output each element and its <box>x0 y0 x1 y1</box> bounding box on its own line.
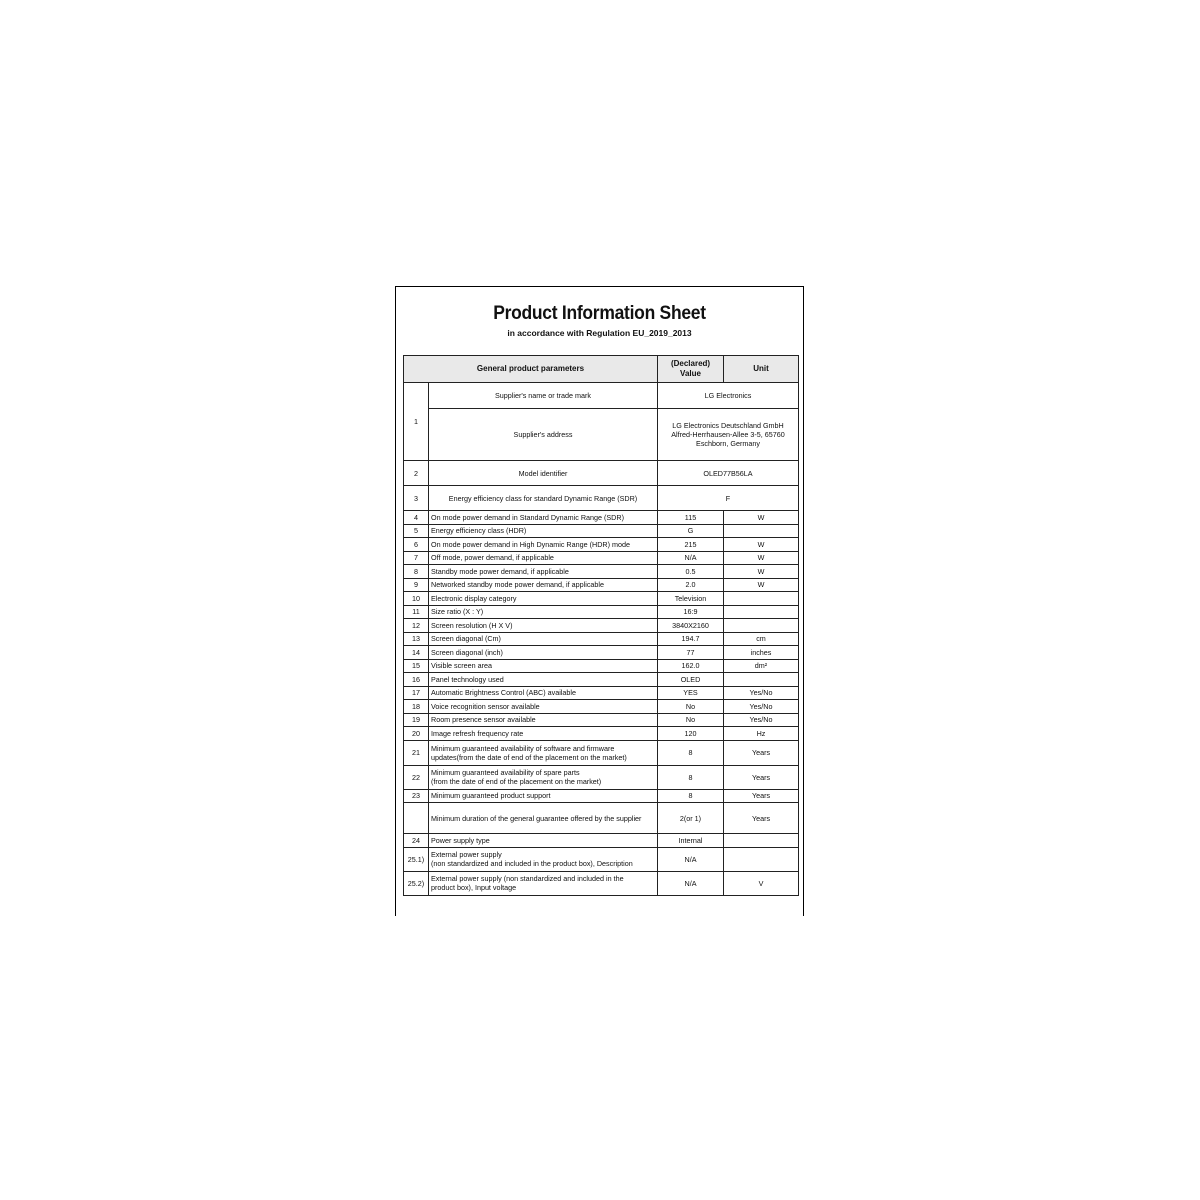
param-unit: Hz <box>724 727 799 741</box>
row-number <box>404 803 429 834</box>
param-value: 162.0 <box>658 659 724 673</box>
header-unit: Unit <box>724 356 799 383</box>
param-label <box>429 765 658 789</box>
param-label <box>429 847 658 871</box>
row-number: 8 <box>404 565 429 579</box>
table-header-row <box>404 356 799 383</box>
sheet-subtitle: in accordance with Regulation EU_2019_2013 <box>507 328 692 338</box>
param-label: Minimum guaranteed product support <box>429 789 658 803</box>
param-unit <box>724 673 799 687</box>
param-value: No <box>658 700 724 714</box>
param-label-line: (non standardized and included in the product box), Description <box>431 859 633 868</box>
param-label: Standby mode power demand, if applicable <box>429 565 658 579</box>
energy-class-sdr-label: Energy efficiency class for standard Dynamic Range (SDR) <box>429 486 658 511</box>
row-number: 15 <box>404 659 429 673</box>
param-label: On mode power demand in High Dynamic Range (HDR) mode <box>429 538 658 552</box>
param-label: Screen resolution (H X V) <box>429 619 658 633</box>
row-number: 25.2) <box>404 871 429 895</box>
table-row <box>404 871 799 895</box>
table-row <box>404 646 799 660</box>
param-label-line: (from the date of end of the placement on the market) <box>431 777 602 786</box>
param-label: Room presence sensor available <box>429 713 658 727</box>
param-value: 3840X2160 <box>658 619 724 633</box>
param-value: G <box>658 524 724 538</box>
param-unit: Years <box>724 789 799 803</box>
param-label-line: External power supply (non standardized and included in the <box>431 874 624 883</box>
table-row <box>404 847 799 871</box>
table-row <box>404 765 799 789</box>
param-unit: Yes/No <box>724 700 799 714</box>
row-number: 11 <box>404 605 429 619</box>
param-label-line: External power supply <box>431 850 502 859</box>
param-value: N/A <box>658 551 724 565</box>
param-label: Panel technology used <box>429 673 658 687</box>
row-number: 2 <box>404 461 429 486</box>
product-information-sheet <box>395 286 804 916</box>
param-value: 0.5 <box>658 565 724 579</box>
param-label: Power supply type <box>429 834 658 848</box>
table-row <box>404 578 799 592</box>
param-label-line: updates(from the date of end of the placement on the market) <box>431 752 627 762</box>
param-value: Television <box>658 592 724 606</box>
param-value: 120 <box>658 727 724 741</box>
param-value: 8 <box>658 740 724 765</box>
param-label: Visible screen area <box>429 659 658 673</box>
table-row <box>404 659 799 673</box>
table-row <box>404 686 799 700</box>
param-unit: dm² <box>724 659 799 673</box>
param-unit: Years <box>724 765 799 789</box>
param-unit: Yes/No <box>724 713 799 727</box>
param-value: YES <box>658 686 724 700</box>
param-label: Automatic Brightness Control (ABC) available <box>429 686 658 700</box>
supplier-name-value: LG Electronics <box>658 383 799 409</box>
header-value-line1: (Declared) <box>670 359 711 368</box>
param-label: Energy efficiency class (HDR) <box>429 524 658 538</box>
param-unit <box>724 605 799 619</box>
param-unit <box>724 524 799 538</box>
param-unit: Yes/No <box>724 686 799 700</box>
table-row <box>404 565 799 579</box>
row-number: 24 <box>404 834 429 848</box>
param-label: On mode power demand in Standard Dynamic Range (SDR) <box>429 511 658 525</box>
row-number: 17 <box>404 686 429 700</box>
table-row <box>404 461 799 486</box>
supplier-address-label: Supplier's address <box>429 409 658 461</box>
address-line: Alfred-Herrhausen-Allee 3-5, 65760 <box>671 430 785 439</box>
row-number: 23 <box>404 789 429 803</box>
address-line: LG Electronics Deutschland GmbH <box>672 421 784 430</box>
param-unit <box>724 847 799 871</box>
table-row <box>404 409 799 461</box>
param-value: 8 <box>658 789 724 803</box>
param-unit: inches <box>724 646 799 660</box>
param-unit <box>724 834 799 848</box>
row-number: 22 <box>404 765 429 789</box>
row-number: 1 <box>404 383 429 461</box>
param-value: 2(or 1) <box>658 803 724 834</box>
table-row <box>404 713 799 727</box>
param-label: Electronic display category <box>429 592 658 606</box>
param-label: Screen diagonal (Cm) <box>429 632 658 646</box>
param-value: 77 <box>658 646 724 660</box>
row-number: 10 <box>404 592 429 606</box>
param-value: Internal <box>658 834 724 848</box>
energy-class-sdr-value: F <box>658 486 799 511</box>
param-label: Screen diagonal (inch) <box>429 646 658 660</box>
row-number: 4 <box>404 511 429 525</box>
table-row <box>404 727 799 741</box>
param-label-line: product box), Input voltage <box>431 883 517 892</box>
param-value: 2.0 <box>658 578 724 592</box>
param-value: No <box>658 713 724 727</box>
table-row <box>404 605 799 619</box>
param-unit: W <box>724 511 799 525</box>
table-row <box>404 511 799 525</box>
row-number: 12 <box>404 619 429 633</box>
param-unit: W <box>724 538 799 552</box>
model-identifier-label: Model identifier <box>429 461 658 486</box>
param-unit: cm <box>724 632 799 646</box>
parameters-table <box>403 355 799 896</box>
table-row <box>404 834 799 848</box>
param-value: N/A <box>658 847 724 871</box>
param-label: Minimum duration of the general guarantee offered by the supplier <box>429 803 658 834</box>
param-value: 8 <box>658 765 724 789</box>
param-label-line: Minimum guaranteed availability of spare parts <box>431 768 580 777</box>
table-row <box>404 803 799 834</box>
param-label: Voice recognition sensor available <box>429 700 658 714</box>
header-declared-value <box>658 356 724 383</box>
supplier-name-label: Supplier's name or trade mark <box>429 383 658 409</box>
param-value: 194.7 <box>658 632 724 646</box>
row-number: 18 <box>404 700 429 714</box>
row-number: 7 <box>404 551 429 565</box>
table-row <box>404 524 799 538</box>
table-row <box>404 551 799 565</box>
header-parameters: General product parameters <box>404 356 658 383</box>
row-number: 5 <box>404 524 429 538</box>
param-unit: W <box>724 565 799 579</box>
table-row <box>404 486 799 511</box>
row-number: 16 <box>404 673 429 687</box>
supplier-address-value <box>658 409 799 461</box>
param-unit: V <box>724 871 799 895</box>
table-row <box>404 383 799 409</box>
param-label: Image refresh frequency rate <box>429 727 658 741</box>
table-row <box>404 700 799 714</box>
param-label: Off mode, power demand, if applicable <box>429 551 658 565</box>
standard-rows <box>404 511 799 741</box>
model-identifier-value: OLED77B56LA <box>658 461 799 486</box>
param-unit: W <box>724 578 799 592</box>
sheet-title: Product Information Sheet <box>493 303 706 324</box>
param-unit <box>724 592 799 606</box>
row-number: 9 <box>404 578 429 592</box>
param-value: OLED <box>658 673 724 687</box>
param-value: 16:9 <box>658 605 724 619</box>
table-row <box>404 789 799 803</box>
row-number: 19 <box>404 713 429 727</box>
param-value: 215 <box>658 538 724 552</box>
table-row <box>404 740 799 765</box>
param-label: Size ratio (X : Y) <box>429 605 658 619</box>
param-label <box>429 871 658 895</box>
row-number: 14 <box>404 646 429 660</box>
table-row <box>404 673 799 687</box>
table-row <box>404 632 799 646</box>
param-label <box>429 740 658 765</box>
row-number: 25.1) <box>404 847 429 871</box>
param-label-line: Minimum guaranteed availability of software and firmware <box>431 743 615 753</box>
row-number: 13 <box>404 632 429 646</box>
table-row <box>404 619 799 633</box>
param-unit <box>724 619 799 633</box>
table-row <box>404 538 799 552</box>
row-number: 6 <box>404 538 429 552</box>
param-unit: W <box>724 551 799 565</box>
row-number: 20 <box>404 727 429 741</box>
row-number: 3 <box>404 486 429 511</box>
table-row <box>404 592 799 606</box>
row-number: 21 <box>404 740 429 765</box>
param-value: 115 <box>658 511 724 525</box>
param-label: Networked standby mode power demand, if applicable <box>429 578 658 592</box>
param-value: N/A <box>658 871 724 895</box>
address-line: Eschborn, Germany <box>696 439 760 448</box>
param-unit: Years <box>724 740 799 765</box>
header-value-line2: Value <box>680 369 701 378</box>
param-unit: Years <box>724 803 799 834</box>
